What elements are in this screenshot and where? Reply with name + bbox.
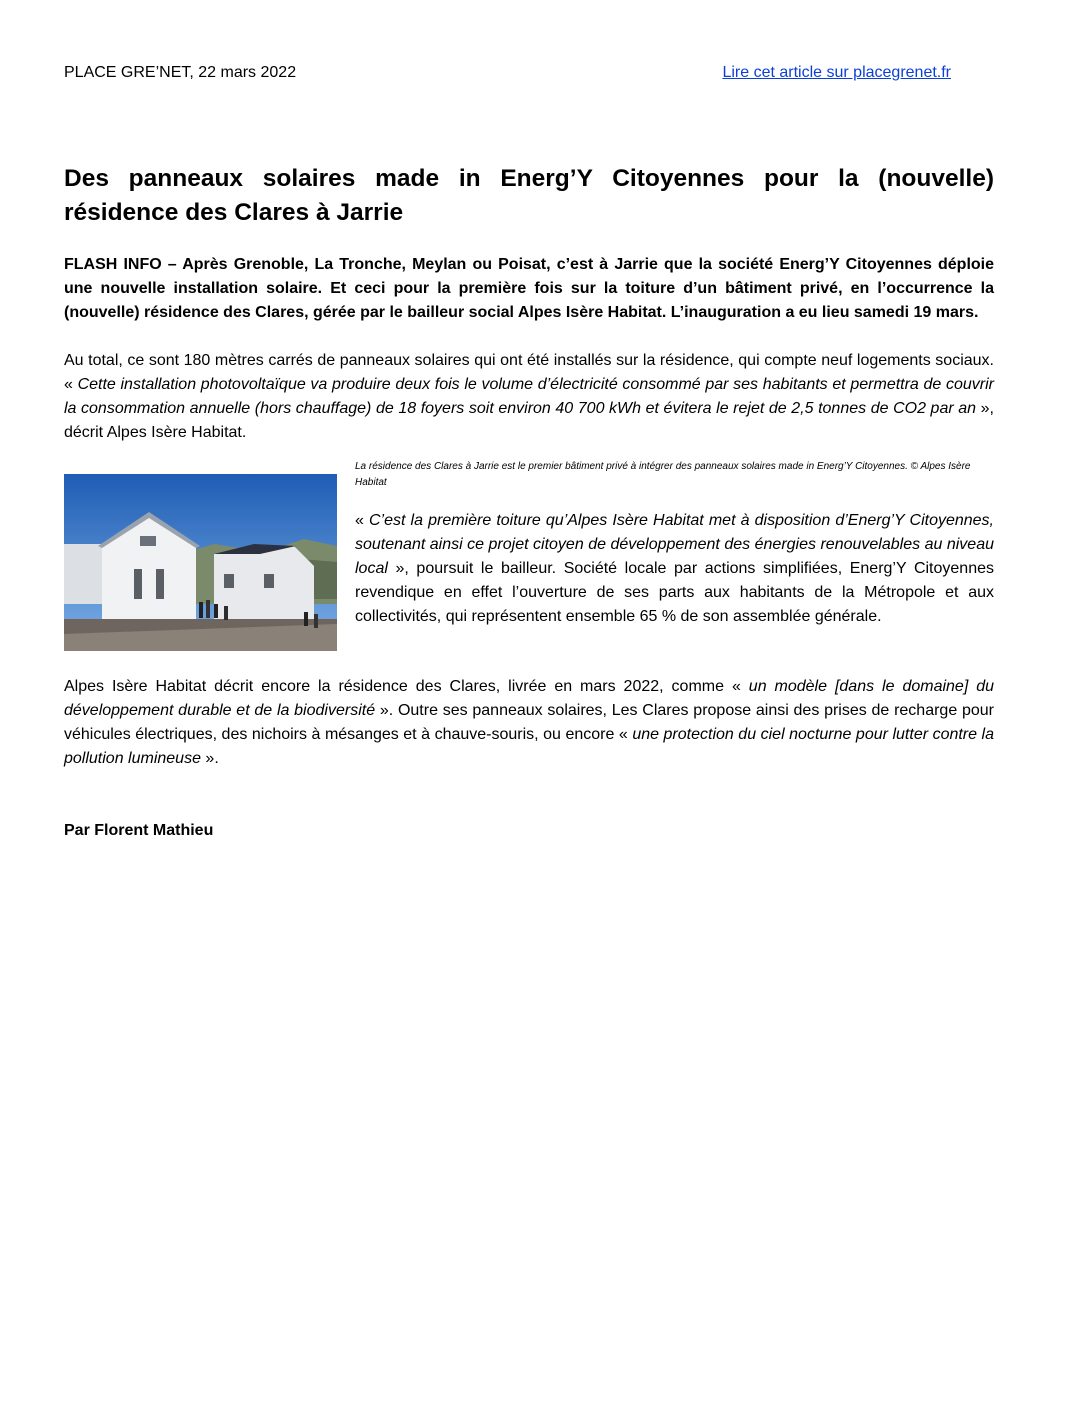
paragraph-2-end: », poursuit le bailleur. Société locale par actions simplifiées, Energ’Y Citoyennes revendique en effet l’ouverture de ses parts aux habitants de la Métropole et aux collectivités, qui représentent ensemble 65 % de son assemblée générale. bbox=[355, 560, 994, 625]
paragraph-1-quote: Cette installation photovoltaïque va produire deux fois le volume d’électricité consommé par ses habitants et permettra de couvrir la consommation annuelle (hors chauffage) de 18 foyers soit environ 40 700 kWh et évitera le rejet de 2,5 tonnes de CO2 par an bbox=[64, 376, 994, 417]
paragraph-2 bbox=[355, 509, 994, 629]
paragraph-3-quote-1: un modèle [dans le domaine] du développement durable et de la biodiversité bbox=[64, 678, 995, 719]
paragraph-3-mid: ». Outre ses panneaux solaires, Les Clares propose ainsi des prises de recharge pour véhicules électriques, des nichoirs à mésanges et à chauve-souris, ou encore « bbox=[64, 702, 994, 743]
paragraph-3-quote-2: une protection du ciel nocturne pour lutter contre la pollution lumineuse bbox=[64, 726, 995, 767]
read-article-link[interactable]: Lire cet article sur placegrenet.fr bbox=[722, 64, 951, 81]
article-title: Des panneaux solaires made in Energ’Y Citoyennes pour la (nouvelle) résidence des Clares à Jarrie bbox=[64, 165, 994, 226]
page-header bbox=[64, 64, 951, 88]
paragraph-2-open: « bbox=[355, 512, 369, 529]
paragraph-3 bbox=[64, 675, 994, 771]
paragraph-1-text: Au total, ce sont 180 mètres carrés de panneaux solaires qui ont été installés sur la résidence, qui compte neuf logements sociaux. « bbox=[64, 352, 994, 393]
article-lead: FLASH INFO – Après Grenoble, La Tronche, Meylan ou Poisat, c’est à Jarrie que la société Energ’Y Citoyennes déploie une nouvelle installation solaire. Et ceci pour la première fois sur la toiture d’un bâtiment privé, en l’occurrence la (nouvelle) résidence des Clares, gérée par le bailleur social Alpes Isère Habitat. L’inauguration a eu lieu samedi 19 mars. bbox=[64, 256, 994, 321]
figure-row bbox=[64, 459, 994, 653]
article bbox=[64, 162, 994, 843]
paragraph-3-text: Alpes Isère Habitat décrit encore la résidence des Clares, livrée en mars 2022, comme « bbox=[64, 678, 749, 695]
residence-photo bbox=[64, 474, 337, 651]
paragraph-1-end: », décrit Alpes Isère Habitat. bbox=[64, 400, 994, 441]
photo-caption: La résidence des Clares à Jarrie est le premier bâtiment privé à intégrer des panneaux solaires made in Energ’Y Citoyennes. © Alpes Isère Habitat bbox=[355, 461, 971, 488]
paragraph-1 bbox=[64, 349, 994, 445]
author-byline: Par Florent Mathieu bbox=[64, 822, 214, 839]
paragraph-2-quote: C’est la première toiture qu’Alpes Isère Habitat met à disposition d’Energ’Y Citoyennes, soutenant ainsi ce projet citoyen de développement des énergies renouvelables au niveau local bbox=[355, 512, 995, 577]
source-date: PLACE GRE’NET, 22 mars 2022 bbox=[64, 64, 297, 81]
paragraph-3-end: ». bbox=[200, 750, 219, 767]
